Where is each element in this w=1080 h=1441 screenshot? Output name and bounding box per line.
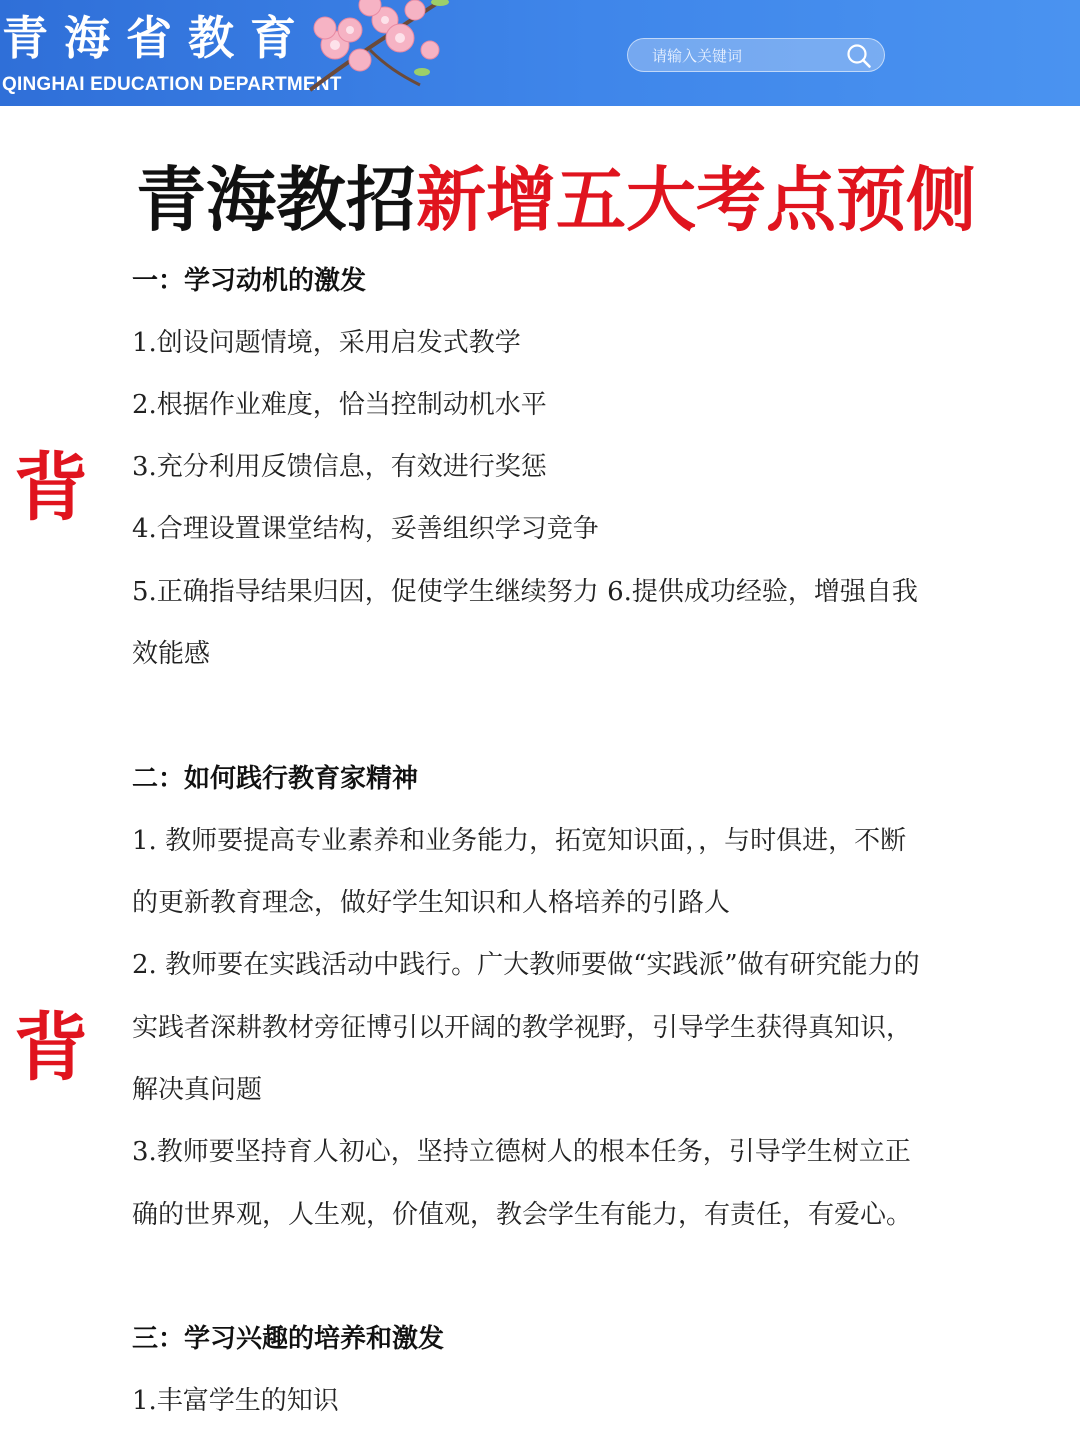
list-item: 1.创设问题情境，采用启发式教学 [132, 328, 521, 358]
side-mark-1: 背 [14, 445, 88, 531]
list-item: 实践者深耕教材旁征博引以开阔的教学视野，引导学生获得真知识， [132, 1013, 913, 1043]
list-item: 5.正确指导结果归因，促使学生继续努力 6.提供成功经验，增强自我 [132, 577, 918, 607]
list-item: 解决真问题 [132, 1075, 263, 1105]
list-item: 2.根据作业难度，恰当控制动机水平 [132, 390, 547, 420]
list-item: 的更新教育理念，做好学生知识和人格培养的引路人 [132, 888, 731, 918]
site-header [0, 0, 1080, 106]
list-item: 3.教师要坚持育人初心，坚持立德树人的根本任务，引导学生树立正 [132, 1137, 911, 1167]
search-placeholder: 请输入关键词 [652, 47, 743, 65]
list-item: 4.合理设置课堂结构，妥善组织学习竞争 [132, 514, 599, 544]
section-heading: 三：学习兴趣的培养和激发 [132, 1324, 445, 1354]
list-item: 1. 教师要提高专业素养和业务能力，拓宽知识面，，与时俱进，不断 [132, 826, 907, 856]
site-title: 青海省教育 [2, 11, 312, 65]
search-icon[interactable] [846, 43, 872, 69]
site-subtitle: QINGHAI EDUCATION DEPARTMENT [2, 74, 342, 95]
list-item: 2. 教师要在实践活动中践行。广大教师要做“实践派”做有研究能力的 [132, 950, 920, 980]
list-item: 确的世界观，人生观，价值观，教会学生有能力，有责任，有爱心。 [132, 1200, 913, 1230]
page-title-black: 青海教招 [136, 158, 416, 241]
list-item: 效能感 [132, 639, 211, 669]
page-title-red: 新增五大考点预侧 [416, 158, 976, 241]
page-title [0, 158, 1080, 242]
search-input[interactable] [627, 38, 885, 72]
section-heading: 一：学习动机的激发 [132, 266, 367, 296]
section-heading: 二：如何践行教育家精神 [132, 764, 419, 794]
list-item: 1.丰富学生的知识 [132, 1386, 339, 1416]
blossom-decoration-icon [290, 0, 460, 100]
list-item: 3.充分利用反馈信息，有效进行奖惩 [132, 452, 547, 482]
side-mark-2: 背 [14, 1005, 88, 1091]
